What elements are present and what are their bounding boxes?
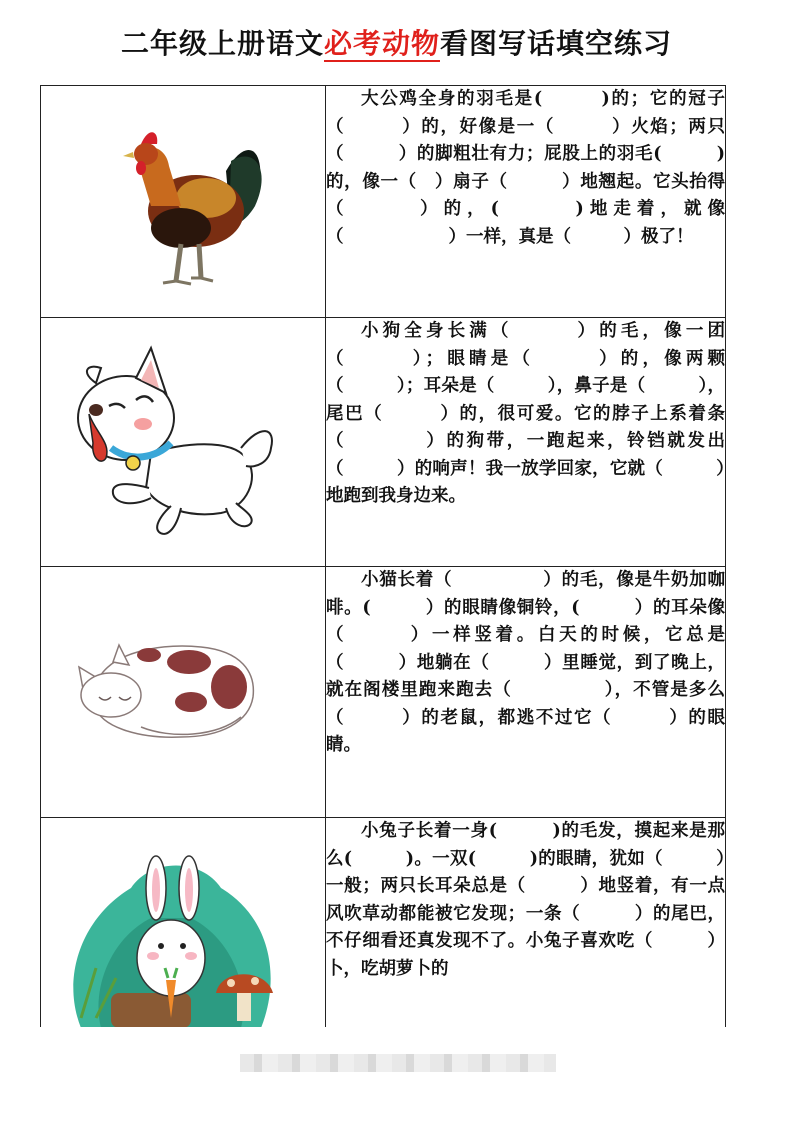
dog-illustration xyxy=(41,318,325,566)
rabbit-text-cell xyxy=(326,818,726,1029)
page-title xyxy=(0,22,793,62)
dog-fill-in-paragraph: 小狗全身长满（ ）的毛，像一团（ ）；眼睛是（ ）的，像两颗（ ）；耳朵是（ ），鼻子是（ ），尾巴（ ）的，很可爱。它的脖子上系着条（ ）的狗带，一跑起来，铃铛就发出（ ）的响声！我一放学回家，它就（ ）地跑到我身边来。 xyxy=(326,321,725,506)
table-row-dog xyxy=(41,318,726,567)
title-part2: 看图写话填空练习 xyxy=(440,27,673,60)
rabbit-picture-cell xyxy=(41,818,326,1029)
dog-picture-cell xyxy=(41,318,326,567)
title-part1: 二年级上册语文 xyxy=(120,27,324,60)
exercise-table xyxy=(40,85,726,1029)
dog-text-cell xyxy=(326,318,726,567)
rooster-illustration xyxy=(41,86,325,317)
rooster-picture-cell xyxy=(41,86,326,318)
rooster-fill-in-paragraph: 大公鸡全身的羽毛是( )的；它的冠子（ ）的，好像是一（ ）火焰；两只（ ）的脚粗壮有力；屁股上的羽毛( )的，像一（ ）扇子（ ）地翘起。它头抬得（ ）的，( )地走着，就像（ ）一样，真是（ ）极了！ xyxy=(326,89,725,247)
table-row-cat xyxy=(41,567,726,818)
cat-illustration xyxy=(41,567,325,817)
page-cutoff-mask xyxy=(40,1027,740,1122)
rooster-text-cell xyxy=(326,86,726,318)
table-row-rooster xyxy=(41,86,726,318)
rabbit-fill-in-paragraph: 小兔子长着一身( )的毛发，摸起来是那么( )。一双( )的眼睛，犹如（ ）一般；两只长耳朵总是（ ）地竖着，有一点风吹草动都能被它发现；一条（ ）的尾巴，不仔细看还真发现不了。小兔子喜欢吃（ ）卜，吃胡萝卜的 xyxy=(326,821,725,979)
cat-text-cell xyxy=(326,567,726,818)
blurred-watermark xyxy=(240,1054,556,1072)
table-row-rabbit xyxy=(41,818,726,1029)
cat-picture-cell xyxy=(41,567,326,818)
title-highlight: 必考动物 xyxy=(323,27,440,60)
cat-fill-in-paragraph: 小猫长着（ ）的毛，像是牛奶加咖啡。( ）的眼睛像铜铃，( ）的耳朵像（ ）一样竖着。白天的时候，它总是（ ）地躺在（ ）里睡觉，到了晚上，就在阁楼里跑来跑去（ ），不管是多么（ ）的老鼠，都逃不过它（ ）的眼睛。 xyxy=(326,570,725,755)
rabbit-illustration xyxy=(41,818,325,1028)
